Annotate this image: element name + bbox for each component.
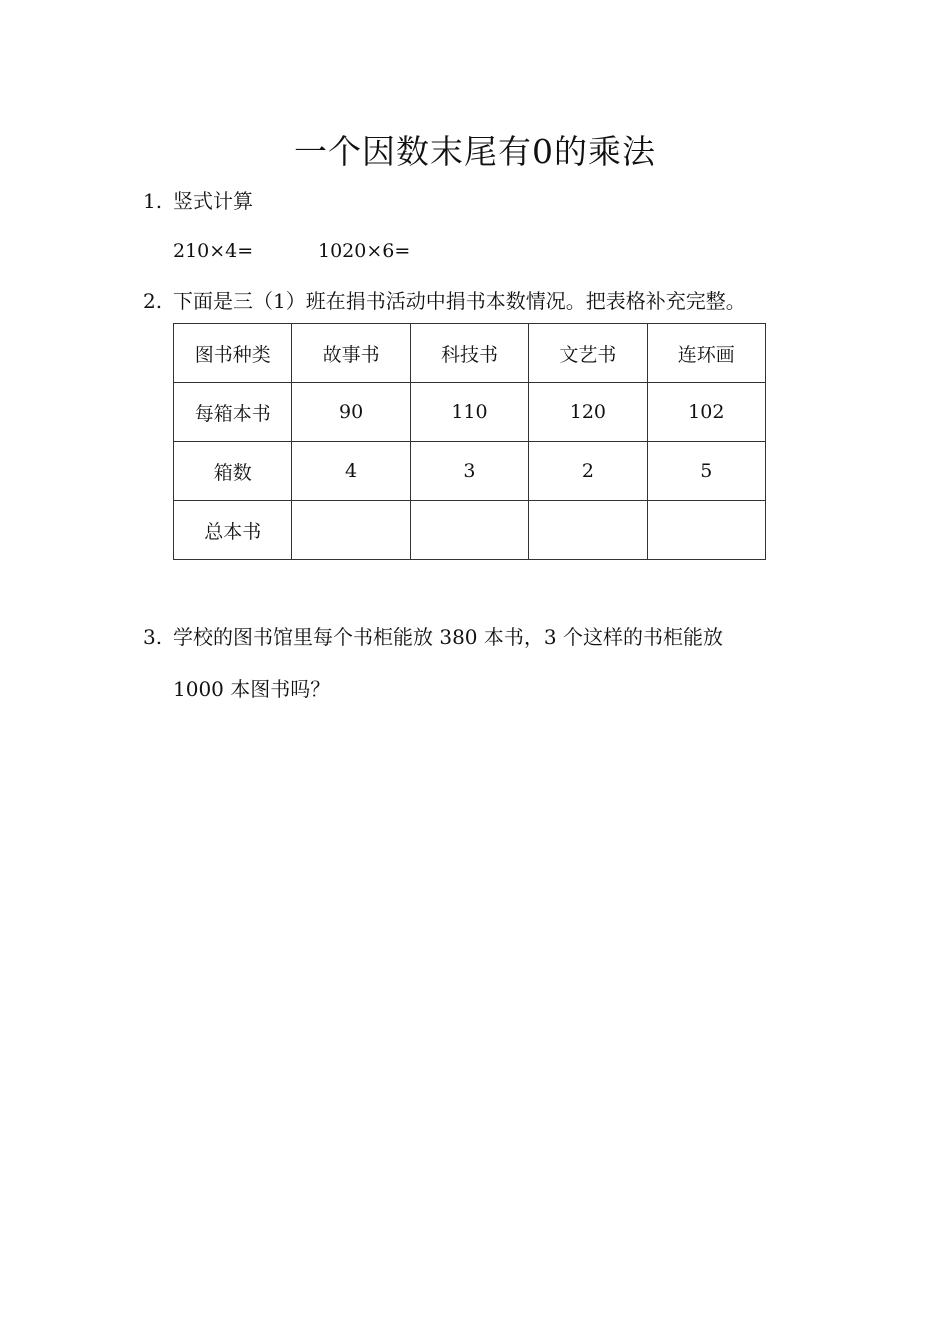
table-cell: 110: [410, 383, 528, 442]
table-header-cell: 文艺书: [529, 324, 647, 383]
calc-item-2: 1020×6=: [318, 240, 411, 262]
table-header-row: [174, 324, 766, 383]
table-row-label: 每箱本书: [174, 383, 292, 442]
table-cell: 2: [529, 442, 647, 501]
table-answer-cell[interactable]: [647, 501, 765, 560]
question-1: [143, 186, 253, 216]
table-row: [174, 442, 766, 501]
table-answer-cell[interactable]: [529, 501, 647, 560]
table-header-cell: 连环画: [647, 324, 765, 383]
table-row-label: 总本书: [174, 501, 292, 560]
question-2-text: 下面是三（1）班在捐书活动中捐书本数情况。把表格补充完整。: [173, 289, 746, 313]
question-1-number: 1.: [143, 189, 163, 213]
question-1-text: 竖式计算: [173, 189, 253, 213]
table-answer-cell[interactable]: [410, 501, 528, 560]
table-header-cell: 故事书: [292, 324, 410, 383]
calc-item-1: 210×4=: [173, 240, 254, 262]
table-cell: 5: [647, 442, 765, 501]
table-row: [174, 501, 766, 560]
table-cell: 4: [292, 442, 410, 501]
table-row: [174, 383, 766, 442]
question-3-number: 3.: [143, 625, 163, 649]
table-header-cell: 图书种类: [174, 324, 292, 383]
table-cell: 90: [292, 383, 410, 442]
page-title: 一个因数末尾有0的乘法: [294, 132, 656, 171]
table-cell: 120: [529, 383, 647, 442]
question-3-text: 学校的图书馆里每个书柜能放 380 本书，3 个这样的书柜能放: [173, 625, 723, 649]
question-2: [143, 286, 746, 316]
table-cell: 3: [410, 442, 528, 501]
book-donation-table: [173, 323, 766, 560]
question-3-text-continued: 1000 本图书吗？: [173, 677, 331, 701]
table-header-cell: 科技书: [410, 324, 528, 383]
question-2-number: 2.: [143, 289, 163, 313]
question-3: [143, 622, 723, 652]
table-answer-cell[interactable]: [292, 501, 410, 560]
table-cell: 102: [647, 383, 765, 442]
table-row-label: 箱数: [174, 442, 292, 501]
